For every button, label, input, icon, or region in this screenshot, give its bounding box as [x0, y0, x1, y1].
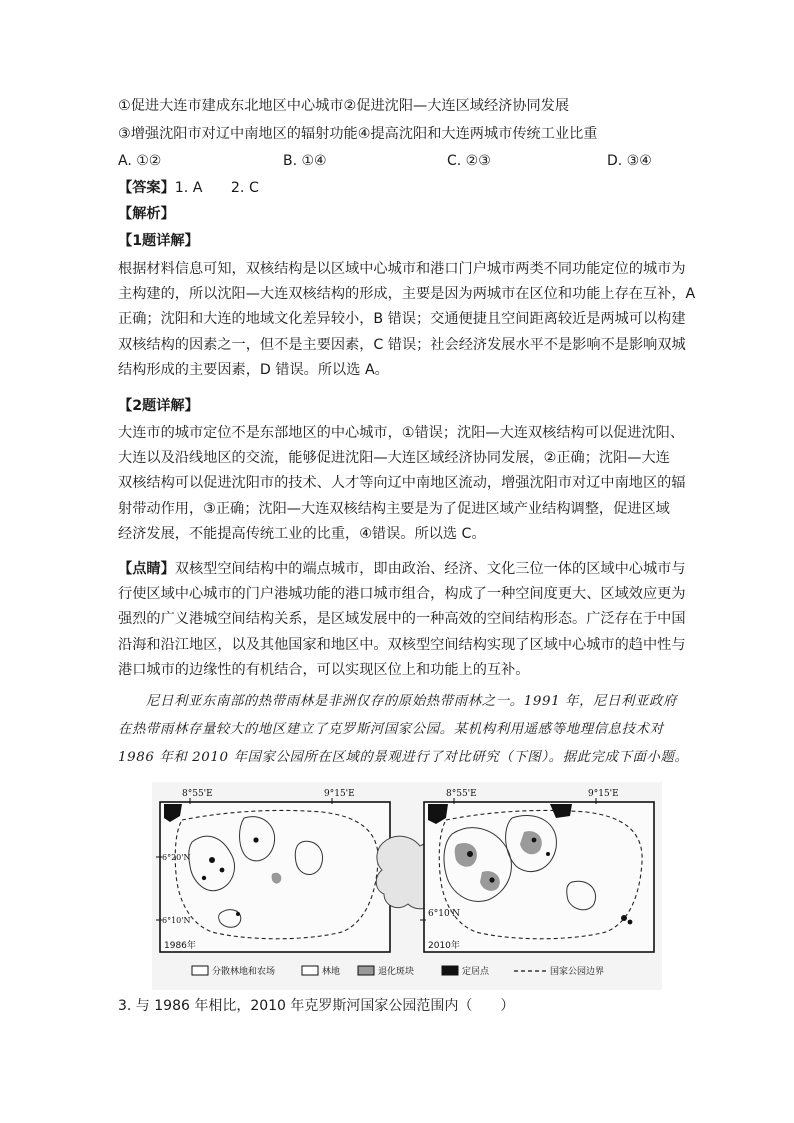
- legend-swatch-settlement: [442, 966, 458, 975]
- map-2010-frame: [424, 802, 654, 952]
- legend-swatch-scattered: [192, 966, 208, 975]
- landscape-comparison-figure: [152, 782, 662, 990]
- map-2010-lon2: 9°15'E: [588, 789, 619, 799]
- tip-paragraph: [118, 557, 686, 683]
- map-1986-year: 1986年: [164, 941, 196, 951]
- map-1986: [156, 789, 390, 952]
- tip-line: 沿海和沿江地区，以及其他国家和地区中。双核型空间结构实现了区域中心城市的趋中性与: [118, 636, 686, 653]
- legend-boundary: 国家公园边界: [550, 967, 605, 977]
- map-1986-lat1: 6°20'N: [162, 853, 191, 862]
- tip-line: 港口城市的边缘性的有机结合，可以实现区位上和功能上的互补。: [118, 661, 530, 678]
- q2-line: 经济发展，不能提高传统工业的比重，④错误。所以选 C。: [118, 525, 486, 542]
- settlement-point: [621, 915, 627, 921]
- map-2010-lat2: 6°10'N: [428, 909, 461, 919]
- answer-text: 1. A 2. C: [174, 180, 259, 196]
- tip-label: 【点睛】: [118, 561, 175, 577]
- settlement-point: [209, 857, 215, 863]
- settlement-point: [628, 920, 633, 925]
- option-a: A. ①②: [118, 153, 162, 169]
- choices-line-1: ①促进大连市建成东北地区中心城市②促进沈阳—大连区域经济协同发展: [118, 98, 570, 114]
- option-d: D. ③④: [607, 153, 652, 169]
- option-b: B. ①④: [283, 153, 327, 169]
- answer-line: [118, 178, 259, 198]
- q1-label: 【1题详解】: [118, 233, 199, 249]
- question-3: 3. 与 1986 年相比，2010 年克罗斯河国家公园范围内（ ）: [118, 998, 515, 1014]
- q2-line: 双核结构可以促进沈阳市的技术、人才等向辽中南地区流动，增强沈阳市对辽中南地区的辐: [118, 475, 686, 492]
- q1-line: 根据材料信息可知，双核结构是以区域中心城市和港口门户城市两类不同功能定位的城市为: [118, 261, 686, 277]
- analysis-label: 【解析】: [118, 206, 175, 222]
- legend-swatch-forest: [302, 966, 318, 975]
- tip-line-1: [118, 557, 686, 582]
- q2-line: 射带动作用，③正确；沈阳—大连双核结构主要是为了促进区域产业结构调整，促进区域: [118, 500, 670, 517]
- q1-explanation: [118, 257, 696, 383]
- q1-line: 主构建的，所以沈阳—大连双核结构的形成，主要是因为两城市在区位和功能上存在互补，A: [118, 286, 696, 303]
- map-2010-year: 2010年: [428, 941, 460, 951]
- choices-line-2: ③增强沈阳市对辽中南地区的辐射功能④提高沈阳和大连两城市传统工业比重: [118, 126, 598, 142]
- q2-line: 大连市的城市定位不是东部地区的中心城市，①错误；沈阳—大连双核结构可以促进沈阳、: [118, 425, 685, 441]
- map-2010: [420, 789, 654, 952]
- legend-forest: 林地: [322, 967, 341, 977]
- settlement-point: [532, 838, 537, 843]
- tip-line: 行使区域中心城市的门户港城功能的港口城市组合，构成了一种空间度更大、区域效应更为: [118, 586, 686, 603]
- material-intro: [118, 688, 698, 772]
- settlement-point: [202, 876, 206, 880]
- q2-label: 【2题详解】: [118, 398, 199, 414]
- option-c: C. ②③: [447, 153, 491, 169]
- map-1986-lon2: 9°15'E: [324, 789, 355, 799]
- legend-degraded: 退化斑块: [378, 967, 415, 977]
- intro-line: 在热带雨林存量较大的地区建立了克罗斯河国家公园。某机构利用遥感等地理信息技术对: [118, 722, 664, 737]
- answer-label: 【答案】: [118, 180, 175, 196]
- map-1986-lat2: 6°10'N: [162, 916, 191, 925]
- settlement-point: [546, 852, 550, 856]
- settlement-point: [220, 868, 225, 873]
- settlement-point: [467, 851, 473, 857]
- settlement-point: [253, 837, 258, 842]
- tip-line: 双核型空间结构中的端点城市，即由政治、经济、文化三位一体的区域中心城市与: [174, 561, 686, 577]
- intro-line: 尼日利亚东南部的热带雨林是非洲仅存的原始热带雨林之一。1991 年，尼日利亚政府: [146, 694, 678, 709]
- tip-line: 强烈的广义港城空间结构关系，是区域发展中的一种高效的空间结构形态。广泛存在于中国: [118, 611, 686, 628]
- legend-scattered: 分散林地和农场: [212, 967, 276, 977]
- settlement-point: [489, 877, 494, 882]
- legend-swatch-degraded: [358, 966, 374, 975]
- map-1986-lon1: 8°55'E: [182, 789, 213, 799]
- q1-line: 双核结构的因素之一，但不是主要因素，C 错误；社会经济发展水平不是影响不是影响双城: [118, 336, 686, 353]
- q2-explanation: [118, 421, 686, 547]
- legend-settlement: 定居点: [462, 967, 490, 977]
- q1-line: 正确；沈阳和大连的地域文化差异较小，B 错误；交通便捷且空间距离较近是两城可以构建: [118, 311, 686, 328]
- settlement-point: [236, 912, 240, 916]
- map-2010-lon1: 8°55'E: [446, 789, 477, 799]
- q2-line: 大连以及沿线地区的交流，能够促进沈阳—大连区域经济协同发展，②正确；沈阳—大连: [118, 450, 670, 467]
- q1-line: 结构形成的主要因素，D 错误。所以选 A。: [118, 361, 389, 378]
- intro-line: 1986 年和 2010 年国家公园所在区域的景观进行了对比研究（下图）。据此完成下面小题。: [118, 750, 689, 765]
